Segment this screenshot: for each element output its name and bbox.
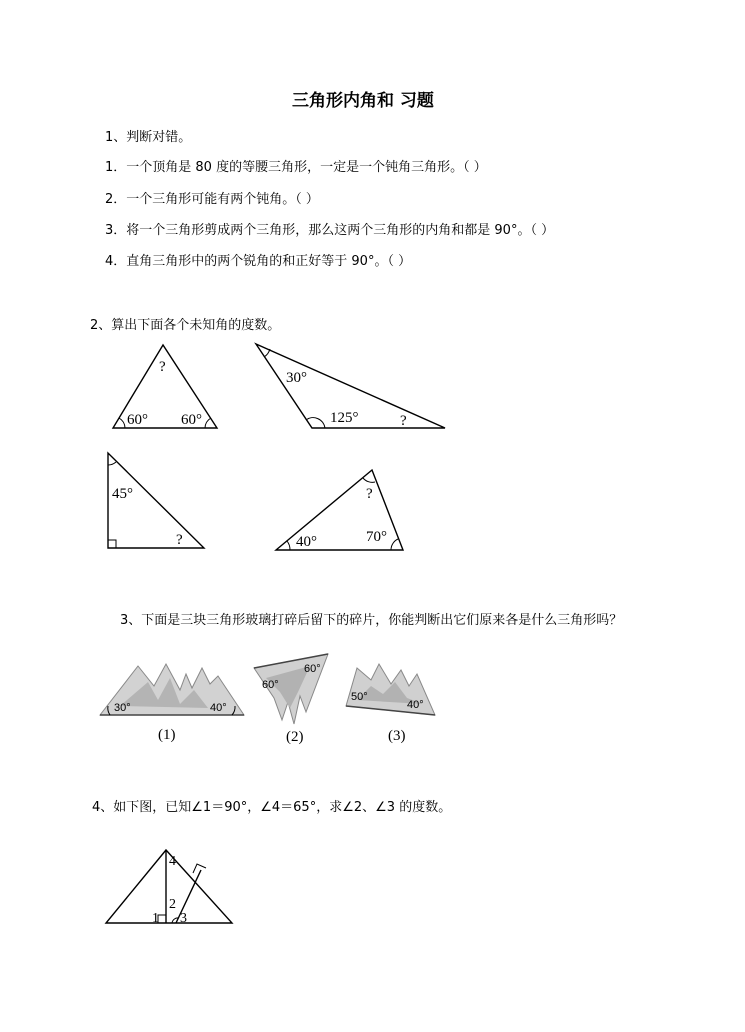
glass-fragment-2 xyxy=(250,652,332,732)
fragment-caption: (2) xyxy=(286,729,304,745)
q1-item: 2．一个三角形可能有两个钝角。（ ） xyxy=(105,192,319,207)
angle-label: 60° xyxy=(181,412,202,428)
angle-number-label: 3 xyxy=(180,911,187,926)
triangle-3-figure xyxy=(100,448,210,553)
angle-label: 45° xyxy=(112,486,133,502)
angle-number-label: 4 xyxy=(169,854,176,869)
fragment-caption: (3) xyxy=(388,728,406,744)
fragment-angle-label: 30° xyxy=(114,702,131,714)
angle-arc xyxy=(108,462,116,465)
q3-heading: 3、下面是三块三角形玻璃打碎后留下的碎片，你能判断出它们原来各是什么三角形吗？ xyxy=(120,613,623,628)
angle-label: ? xyxy=(400,413,407,429)
q1-item: 4．直角三角形中的两个锐角的和正好等于 90°。（ ） xyxy=(105,254,412,269)
angle-label: ? xyxy=(366,486,373,502)
angle-arc xyxy=(391,539,398,550)
q1-heading: 1、判断对错。 xyxy=(105,130,192,145)
angle-arc xyxy=(119,418,125,428)
angle-arc xyxy=(264,349,270,357)
glass-fragment-3 xyxy=(343,660,438,720)
triangle-4-figure xyxy=(270,465,410,555)
angle-number-label: 1 xyxy=(152,911,159,926)
angle-label: ? xyxy=(159,359,166,375)
q2-heading: 2、算出下面各个未知角的度数。 xyxy=(90,318,281,333)
angle-label: 40° xyxy=(296,534,317,550)
angle-label: 70° xyxy=(366,529,387,545)
fragment-angle-label: 50° xyxy=(351,691,368,703)
fragment-angle-label: 60° xyxy=(304,663,321,675)
triangle-1-figure xyxy=(105,340,225,435)
angle-arc xyxy=(205,418,211,428)
fragment-angle-label: 60° xyxy=(262,679,279,691)
fragment-angle-label: 40° xyxy=(407,699,424,711)
triangle-2-figure xyxy=(250,338,450,433)
q4-figure xyxy=(100,842,240,932)
fragment-angle-label: 40° xyxy=(210,702,227,714)
glass-fragment-1 xyxy=(98,660,246,720)
angle-label: 125° xyxy=(330,410,359,426)
page-title: 三角形内角和 习题 xyxy=(292,91,434,111)
q1-item: 3．将一个三角形剪成两个三角形，那么这两个三角形的内角和都是 90°。（ ） xyxy=(105,223,555,238)
angle-label: ? xyxy=(176,532,183,548)
fragment-caption: (1) xyxy=(158,727,176,743)
angle-arc xyxy=(287,541,290,550)
right-angle-mark xyxy=(108,540,116,548)
angle-arc xyxy=(363,478,375,482)
angle-label: 60° xyxy=(127,412,148,428)
q1-item: 1．一个顶角是 80 度的等腰三角形，一定是一个钝角三角形。（ ） xyxy=(105,160,487,175)
angle-label: 30° xyxy=(286,370,307,386)
angle-number-label: 2 xyxy=(169,897,176,912)
q4-heading: 4、如下图，已知∠1＝90°，∠4＝65°，求∠2、∠3 的度数。 xyxy=(92,800,452,815)
